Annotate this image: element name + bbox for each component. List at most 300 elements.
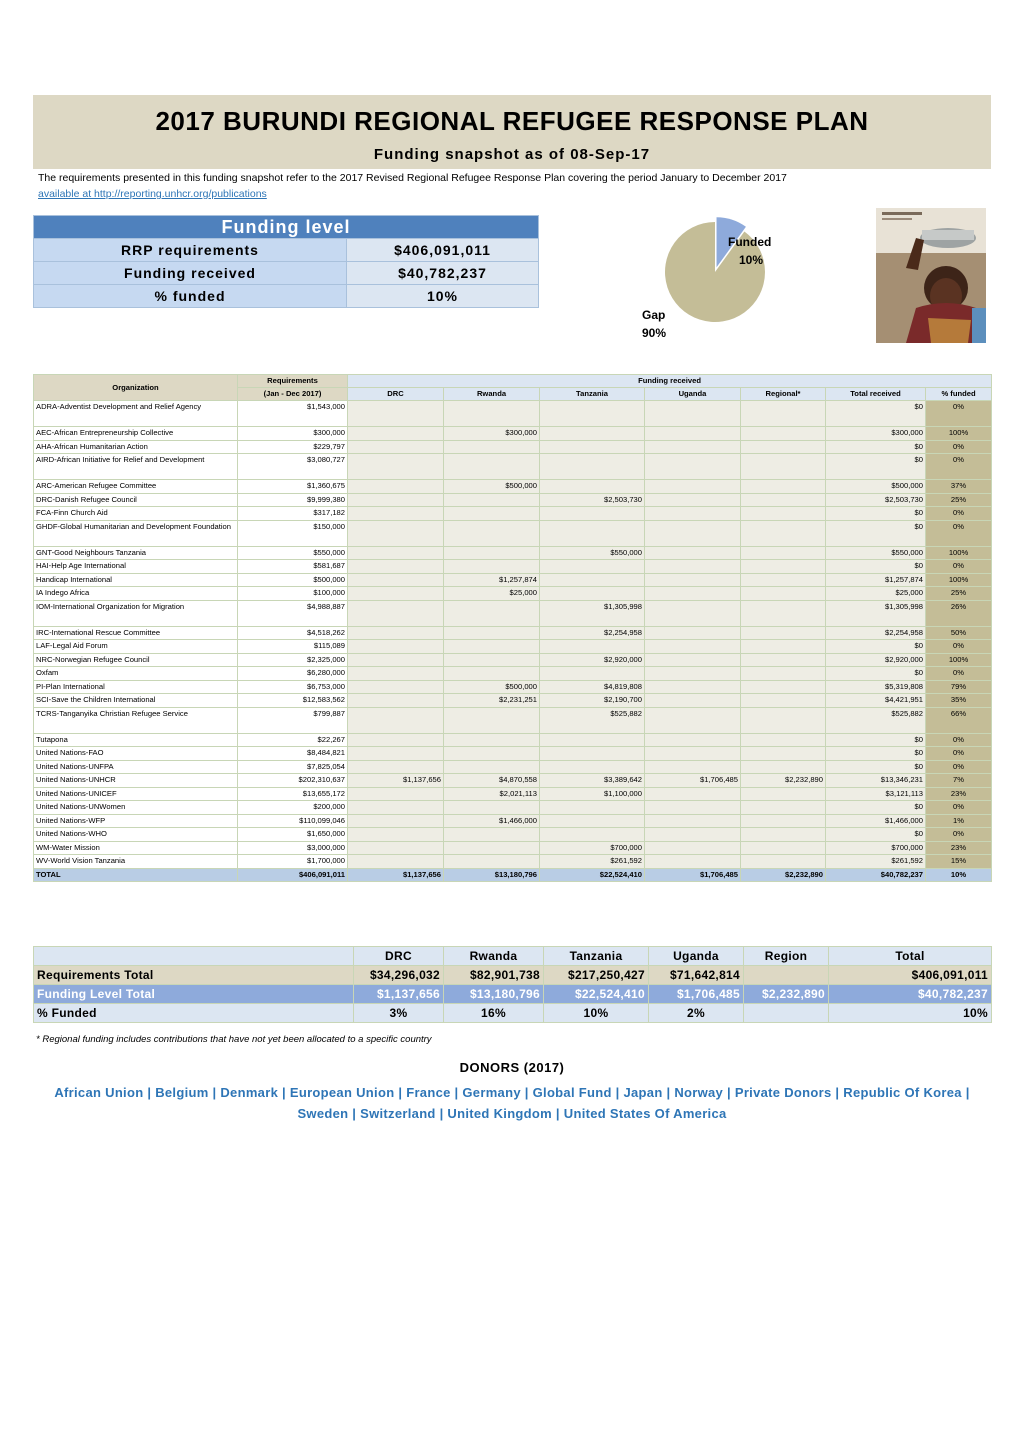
table-row [34,801,992,815]
cell-tanzania: $2,190,700 [540,694,645,708]
cell-tanzania [540,520,645,546]
cell-requirements: $1,650,000 [238,828,348,842]
cell-requirements: $300,000 [238,427,348,441]
cell-percent-funded: 0% [926,801,992,815]
cell-drc [348,855,444,869]
cell-total-received: $13,346,231 [826,774,926,788]
cell-regional [741,667,826,681]
cell-requirements: $799,887 [238,707,348,733]
cell-rwanda: $500,000 [444,480,540,494]
cell-rwanda [444,600,540,626]
cell-total-received: $0 [826,560,926,574]
cell-uganda [645,760,741,774]
cell-total-received: $0 [826,667,926,681]
cell-percent-funded: 1% [926,814,992,828]
table-row [34,667,992,681]
cell-requirements: $150,000 [238,520,348,546]
page-subtitle: Funding snapshot as of 08-Sep-17 [373,146,651,163]
cell-percent-funded: 0% [926,747,992,761]
cell-percent-funded: 79% [926,680,992,694]
cell-tanzania [540,427,645,441]
summary-cell: $71,642,814 [649,966,744,985]
rrp-requirements-value: $406,091,011 [347,239,539,262]
cell-requirements: $100,000 [238,587,348,601]
cell-tanzania [540,401,645,427]
cell-rwanda: $1,257,874 [444,573,540,587]
summary-col-drc: DRC [354,947,444,966]
cell-rwanda: $1,466,000 [444,814,540,828]
cell-regional [741,480,826,494]
cell-regional [741,653,826,667]
cell-total-received: $5,319,808 [826,680,926,694]
cell-drc [348,747,444,761]
cell-total-received: $300,000 [826,427,926,441]
cell-drc [348,626,444,640]
cell-drc [348,760,444,774]
cell-drc [348,480,444,494]
percent-funded-value: 10% [347,285,539,308]
cell-tanzania: $525,882 [540,707,645,733]
cell-rwanda [444,747,540,761]
cell-uganda [645,440,741,454]
cell-rwanda [444,454,540,480]
cell-org-name: ARC-American Refugee Committee [34,480,238,494]
cell-regional [741,454,826,480]
table-row [34,493,992,507]
col-header-percent-funded: % funded [926,388,992,401]
funding-received-value: $40,782,237 [347,262,539,285]
summary-cell: $34,296,032 [354,966,444,985]
cell-regional [741,573,826,587]
cell-rwanda [444,507,540,521]
cell-total-received: $2,254,958 [826,626,926,640]
cell-drc [348,573,444,587]
cell-tanzania [540,587,645,601]
cell-tanzania: $261,592 [540,855,645,869]
summary-cell: $217,250,427 [544,966,649,985]
cell-rwanda: $25,000 [444,587,540,601]
cell-uganda [645,733,741,747]
table-row [34,680,992,694]
table-row [34,760,992,774]
cell-tanzania [540,747,645,761]
summary-col-total: Total [829,947,992,966]
table-row [34,855,992,869]
cell-org-name: WV-World Vision Tanzania [34,855,238,869]
cell-requirements: $1,700,000 [238,855,348,869]
funding-received-label: Funding received [34,262,347,285]
cell-regional [741,814,826,828]
cell-total-received: $4,421,951 [826,694,926,708]
cell-total-received: $500,000 [826,480,926,494]
cell-drc [348,454,444,480]
cell-percent-funded: 0% [926,828,992,842]
cell-uganda [645,587,741,601]
cell-requirements: $110,099,046 [238,814,348,828]
col-header-regional: Regional* [741,388,826,401]
cell-total-received: $0 [826,640,926,654]
table-row [34,694,992,708]
col-header-total-received: Total received [826,388,926,401]
cell-regional [741,733,826,747]
cell-uganda [645,814,741,828]
cell-total-received: $261,592 [826,855,926,869]
cell-tanzania [540,814,645,828]
publications-link[interactable]: available at http://reporting.unhcr.org/publications [38,188,267,200]
cell-org-name: United Nations-UNFPA [34,760,238,774]
pie-funded-value: 10% [739,253,764,267]
col-header-requirements-period: (Jan - Dec 2017) [238,388,348,401]
cell-drc [348,828,444,842]
cell-requirements: $1,543,000 [238,401,348,427]
cell-drc [348,520,444,546]
cell-uganda [645,787,741,801]
total-regional: $2,232,890 [741,868,826,882]
table-row [34,787,992,801]
donors-heading: DONORS (2017) [459,1060,565,1075]
cell-org-name: GNT-Good Neighbours Tanzania [34,546,238,560]
table-row [34,747,992,761]
cell-rwanda: $4,870,558 [444,774,540,788]
cell-regional [741,694,826,708]
cell-requirements: $1,360,675 [238,480,348,494]
cell-percent-funded: 66% [926,707,992,733]
cell-org-name: Tutapona [34,733,238,747]
cell-org-name: United Nations-UNHCR [34,774,238,788]
table-row [34,653,992,667]
cell-total-received: $0 [826,507,926,521]
cell-uganda [645,427,741,441]
pie-gap-label [642,306,666,342]
cell-uganda [645,401,741,427]
cell-tanzania [540,733,645,747]
cell-percent-funded: 0% [926,667,992,681]
cell-percent-funded: 25% [926,493,992,507]
cell-total-received: $0 [826,520,926,546]
cell-regional [741,401,826,427]
cell-percent-funded: 100% [926,546,992,560]
cell-drc [348,801,444,815]
table-row [34,600,992,626]
intro-text: The requirements presented in this funding snapshot refer to the 2017 Revised Regional Refugee Response Plan covering the period January to December 2017 [38,172,787,184]
col-header-organization: Organization [34,375,238,401]
total-org-name: TOTAL [34,868,238,882]
col-header-uganda: Uganda [645,388,741,401]
cell-regional [741,560,826,574]
col-header-drc: DRC [348,388,444,401]
cell-drc [348,814,444,828]
summary-cell: $22,524,410 [544,985,649,1004]
total-total-received: $40,782,237 [826,868,926,882]
cell-percent-funded: 23% [926,787,992,801]
cell-requirements: $3,080,727 [238,454,348,480]
cell-org-name: United Nations-UNICEF [34,787,238,801]
cell-uganda: $1,706,485 [645,774,741,788]
cell-org-name: TCRS-Tanganyika Christian Refugee Service [34,707,238,733]
cell-requirements: $22,267 [238,733,348,747]
table-row [34,546,992,560]
cell-tanzania [540,640,645,654]
cell-regional [741,707,826,733]
summary-corner [34,947,354,966]
cell-uganda [645,640,741,654]
cell-regional [741,747,826,761]
cell-total-received: $2,920,000 [826,653,926,667]
cell-regional [741,760,826,774]
cell-rwanda [444,401,540,427]
cell-rwanda: $300,000 [444,427,540,441]
summary-cell [744,966,829,985]
cell-uganda [645,480,741,494]
cell-requirements: $3,000,000 [238,841,348,855]
cell-regional: $2,232,890 [741,774,826,788]
cell-requirements: $4,518,262 [238,626,348,640]
cell-percent-funded: 50% [926,626,992,640]
cell-regional [741,787,826,801]
total-requirements: $406,091,011 [238,868,348,882]
cell-regional [741,493,826,507]
cell-uganda [645,801,741,815]
pie-gap-name: Gap [642,308,666,322]
cell-total-received: $2,503,730 [826,493,926,507]
cell-regional [741,427,826,441]
cell-uganda [645,454,741,480]
summary-col-tanzania: Tanzania [544,947,649,966]
cell-requirements: $12,583,562 [238,694,348,708]
cell-drc [348,653,444,667]
cell-tanzania: $550,000 [540,546,645,560]
cell-requirements: $202,310,637 [238,774,348,788]
cell-org-name: United Nations-WHO [34,828,238,842]
cell-rwanda [444,667,540,681]
cell-drc [348,440,444,454]
cell-drc [348,587,444,601]
cell-tanzania: $700,000 [540,841,645,855]
cell-org-name: United Nations-UNWomen [34,801,238,815]
cell-percent-funded: 100% [926,427,992,441]
col-header-requirements: Requirements [238,375,348,388]
cell-uganda [645,546,741,560]
pie-gap-value: 90% [642,326,667,340]
table-row [34,828,992,842]
table-row [34,640,992,654]
cell-percent-funded: 100% [926,653,992,667]
rrp-requirements-label: RRP requirements [34,239,347,262]
cell-total-received: $1,305,998 [826,600,926,626]
cell-regional [741,855,826,869]
cell-requirements: $6,280,000 [238,667,348,681]
cell-drc [348,841,444,855]
cell-requirements: $9,999,380 [238,493,348,507]
cell-regional [741,546,826,560]
cell-rwanda [444,828,540,842]
cell-drc [348,640,444,654]
cell-total-received: $0 [826,733,926,747]
table-row [34,841,992,855]
cell-requirements: $200,000 [238,801,348,815]
pie-funded-name: Funded [728,235,772,249]
cell-org-name: IOM-International Organization for Migration [34,600,238,626]
cell-percent-funded: 0% [926,760,992,774]
cell-org-name: FCA-Finn Church Aid [34,507,238,521]
cell-requirements: $8,484,821 [238,747,348,761]
table-row [34,560,992,574]
cell-drc [348,427,444,441]
cell-uganda [645,507,741,521]
cell-requirements: $4,988,887 [238,600,348,626]
cell-regional [741,520,826,546]
cell-requirements: $115,089 [238,640,348,654]
cell-org-name: Handicap International [34,573,238,587]
cell-requirements: $550,000 [238,546,348,560]
cell-regional [741,801,826,815]
cell-drc: $1,137,656 [348,774,444,788]
table-total-row [34,868,992,882]
cell-total-received: $25,000 [826,587,926,601]
cell-rwanda [444,707,540,733]
cell-tanzania: $2,254,958 [540,626,645,640]
cell-uganda [645,855,741,869]
cell-uganda [645,560,741,574]
cell-percent-funded: 26% [926,600,992,626]
col-header-tanzania: Tanzania [540,388,645,401]
cell-total-received: $700,000 [826,841,926,855]
summary-cell [744,1004,829,1023]
cell-total-received: $0 [826,454,926,480]
cell-regional [741,600,826,626]
cell-total-received: $525,882 [826,707,926,733]
cell-rwanda [444,841,540,855]
cell-tanzania [540,801,645,815]
funding-level-heading: Funding level [34,216,539,239]
cell-tanzania [540,760,645,774]
summary-cell: $1,137,656 [354,985,444,1004]
cell-org-name: ADRA-Adventist Development and Relief Agency [34,401,238,427]
cell-percent-funded: 0% [926,454,992,480]
summary-table [33,946,992,1023]
cell-drc [348,600,444,626]
cell-requirements: $581,687 [238,560,348,574]
cell-percent-funded: 0% [926,733,992,747]
cell-percent-funded: 0% [926,401,992,427]
cell-tanzania [540,454,645,480]
cell-org-name: Oxfam [34,667,238,681]
cell-total-received: $0 [826,747,926,761]
summary-col-rwanda: Rwanda [444,947,544,966]
cell-requirements: $500,000 [238,573,348,587]
summary-cell: $82,901,738 [444,966,544,985]
summary-cell: 3% [354,1004,444,1023]
col-header-funding-received: Funding received [348,375,992,388]
cell-tanzania [540,828,645,842]
cell-uganda [645,626,741,640]
cell-drc [348,507,444,521]
cell-org-name: HAI-Help Age International [34,560,238,574]
cell-rwanda [444,640,540,654]
cell-rwanda: $500,000 [444,680,540,694]
cell-rwanda: $2,231,251 [444,694,540,708]
cell-percent-funded: 25% [926,587,992,601]
cell-org-name: LAF-Legal Aid Forum [34,640,238,654]
total-drc: $1,137,656 [348,868,444,882]
cell-requirements: $13,655,172 [238,787,348,801]
cell-org-name: WM-Water Mission [34,841,238,855]
cell-uganda [645,667,741,681]
cell-drc [348,493,444,507]
summary-col-uganda: Uganda [649,947,744,966]
cell-rwanda [444,733,540,747]
cell-org-name: United Nations-WFP [34,814,238,828]
cell-org-name: GHDF-Global Humanitarian and Development Foundation [34,520,238,546]
cell-regional [741,626,826,640]
cell-percent-funded: 0% [926,440,992,454]
cell-percent-funded: 0% [926,507,992,521]
cell-drc [348,787,444,801]
table-row [34,814,992,828]
cell-org-name: SCI-Save the Children International [34,694,238,708]
table-row [34,573,992,587]
total-uganda: $1,706,485 [645,868,741,882]
cell-drc [348,401,444,427]
footnote: * Regional funding includes contributions that have not yet been allocated to a specific country [36,1034,432,1045]
summary-cell: $406,091,011 [829,966,992,985]
cell-rwanda: $2,021,113 [444,787,540,801]
cell-uganda [645,747,741,761]
table-row [34,774,992,788]
cell-tanzania: $1,100,000 [540,787,645,801]
cell-total-received: $0 [826,401,926,427]
pie-funded-label [728,233,771,269]
summary-cell: 16% [444,1004,544,1023]
summary-cell: $1,706,485 [649,985,744,1004]
cell-rwanda [444,440,540,454]
cell-org-name: AHA-African Humanitarian Action [34,440,238,454]
donors-list: African Union | Belgium | Denmark | European Union | France | Germany | Global Fund | Japan | Norway | Private Donors | Republic Of Korea | Sweden | Switzerland | United Kingdom | United States Of America [54,1085,970,1121]
cell-regional [741,440,826,454]
cell-total-received: $3,121,113 [826,787,926,801]
cell-drc [348,694,444,708]
total-tanzania: $22,524,410 [540,868,645,882]
cell-drc [348,680,444,694]
cell-regional [741,680,826,694]
cell-uganda [645,707,741,733]
cell-requirements: $229,797 [238,440,348,454]
table-row [34,454,992,480]
page-title: 2017 BURUNDI REGIONAL REFUGEE RESPONSE PLAN [155,106,869,136]
cell-tanzania: $4,819,808 [540,680,645,694]
total-percent-funded: 10% [926,868,992,882]
summary-cell: 2% [649,1004,744,1023]
summary-col-region: Region [744,947,829,966]
cell-drc [348,560,444,574]
cell-org-name: IRC-International Rescue Committee [34,626,238,640]
cell-org-name: AIRD-African Initiative for Relief and Development [34,454,238,480]
cell-tanzania: $3,389,642 [540,774,645,788]
cell-uganda [645,600,741,626]
summary-row-label: Funding Level Total [34,985,354,1004]
table-row [34,626,992,640]
cell-org-name: PI-Plan International [34,680,238,694]
cell-requirements: $2,325,000 [238,653,348,667]
cell-total-received: $1,466,000 [826,814,926,828]
summary-row-label: Requirements Total [34,966,354,985]
cell-total-received: $1,257,874 [826,573,926,587]
cell-tanzania: $1,305,998 [540,600,645,626]
cell-rwanda [444,626,540,640]
cell-percent-funded: 7% [926,774,992,788]
funding-table [33,374,992,882]
cell-org-name: DRC-Danish Refugee Council [34,493,238,507]
